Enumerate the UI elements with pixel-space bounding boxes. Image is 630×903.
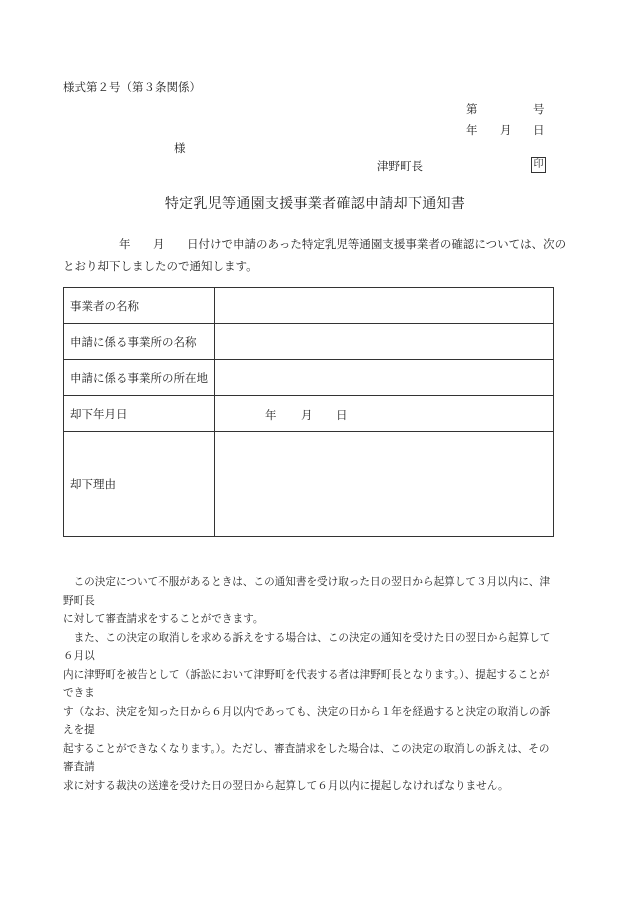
intro-line-1 — [63, 233, 567, 255]
intro-year: 年 — [119, 237, 131, 251]
issuer-name: 津野町長 — [377, 159, 423, 173]
rejection-date-field — [215, 396, 554, 432]
intro-month: 月 — [153, 237, 165, 251]
intro-line-2: とおり却下しましたので通知します。 — [63, 259, 258, 273]
rejection-date-label: 却下年月日 — [64, 396, 215, 432]
intro-text: 日付けで申請のあった特定乳児等通園支援事業者の確認については、次の — [187, 237, 567, 251]
intro-paragraph — [63, 233, 567, 277]
rejection-date-year: 年 — [265, 407, 277, 422]
issue-date-month: 月 — [500, 123, 512, 137]
notice-line: に対して審査請求をすることができます。 — [63, 613, 264, 625]
facility-name-field — [215, 324, 554, 360]
notice-line: この決定について不服があるときは、この通知書を受け取った日の翌日から起算して３月以内に、津野町長 — [63, 576, 551, 607]
facility-name-label: 申請に係る事業所の名称 — [64, 324, 215, 360]
facility-address-field — [215, 360, 554, 396]
business-name-label: 事業者の名称 — [64, 288, 215, 324]
document-number-prefix: 第 — [466, 102, 478, 116]
document-title: 特定乳児等通園支援事業者確認申請却下通知書 — [164, 196, 466, 212]
document-number-suffix: 号 — [533, 102, 545, 116]
notice-line: す（なお、決定を知った日から６月以内であっても、決定の日から１年を経過すると決定の取消しの訴えを提 — [63, 705, 551, 736]
notice-line: 求に対する裁決の送達を受けた日の翌日から起算して６月以内に提起しなければなりません。 — [63, 779, 509, 792]
rejection-details-table — [63, 287, 554, 537]
rejection-date-day: 日 — [336, 407, 348, 422]
rejection-reason-field — [215, 432, 554, 537]
notice-line: 起することができなくなります。）。ただし、審査請求をした場合は、この決定の取消しの訴えは、その審査請 — [63, 742, 550, 773]
form-number: 様式第２号（第３条関係） — [63, 80, 201, 94]
addressee-suffix: 様 — [174, 141, 186, 155]
issue-date-day: 日 — [533, 123, 545, 137]
notice-line: また、この決定の取消しを求める訴えをする場合は、この決定の通知を受けた日の翌日から起算して６月以 — [63, 631, 551, 662]
notice-line: 内に津野町を被告として（訴訟において津野町を代表する者は津野町長となります。）、提起することができま — [63, 668, 550, 699]
table-row — [64, 288, 554, 324]
seal-mark: 印 — [531, 157, 546, 173]
issue-date-year: 年 — [466, 123, 478, 137]
business-name-field — [215, 288, 554, 324]
table-row — [64, 324, 554, 360]
rejection-date-month: 月 — [301, 407, 313, 422]
facility-address-label: 申請に係る事業所の所在地 — [64, 360, 215, 396]
table-row — [64, 360, 554, 396]
appeal-notice — [63, 573, 555, 795]
table-row — [64, 396, 554, 432]
rejection-reason-label: 却下理由 — [64, 432, 215, 537]
table-row — [64, 432, 554, 537]
